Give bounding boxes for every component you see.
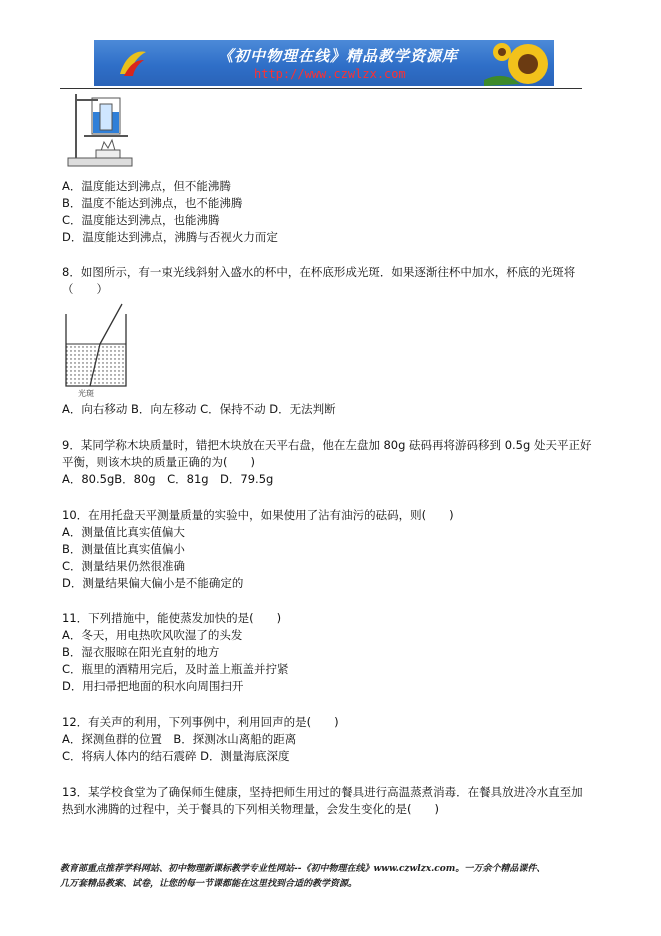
q11-option-b: B．湿衣服晾在阳光直射的地方 — [62, 645, 220, 659]
q11-option-a: A．冬天，用电热吹风吹湿了的头发 — [62, 628, 243, 642]
q13-stem-cont: 热到水沸腾的过程中，关于餐具的下列相关物理量，会发生变化的是( ) — [62, 802, 439, 816]
q11-option-c: C．瓶里的酒精用完后，及时盖上瓶盖并拧紧 — [62, 662, 289, 676]
light-spot-label: 光斑 — [78, 389, 94, 398]
footer-line-1: 教育部重点推荐学科网站、初中物理新课标教学专业性网站--《初中物理在线》www.czwlzx.com。一万余个精品课件、 — [60, 864, 546, 874]
q10-option-a: A．测量值比真实值偏大 — [62, 525, 185, 539]
q8-stem: 8．如图所示，有一束光线斜射入盛水的杯中，在杯底形成光斑．如果逐渐往杯中加水，杯底的光斑将 — [62, 265, 576, 279]
q9-stem-cont: 平衡，则该木块的质量正确的为( ) — [62, 455, 255, 469]
q10-option-c: C．测量结果仍然很准确 — [62, 559, 186, 573]
site-logo-icon — [116, 46, 150, 80]
site-title: 《初中物理在线》精品教学资源库 — [218, 47, 459, 65]
q7-option-b: B．温度不能达到沸点，也不能沸腾 — [62, 196, 243, 210]
q10-option-d: D．测量结果偏大偏小是不能确定的 — [62, 576, 244, 590]
light-cup-figure — [62, 302, 134, 398]
header-banner — [94, 40, 554, 86]
site-url[interactable]: http://www.czwlzx.com — [254, 67, 406, 81]
q8-stem-cont: （ ） — [62, 282, 108, 296]
q7-option-d: D．温度能达到沸点，沸腾与否视火力而定 — [62, 230, 278, 244]
q11-option-d: D．用扫帚把地面的积水向周围扫开 — [62, 679, 244, 693]
q10-stem: 10．在用托盘天平测量质量的实验中，如果使用了沾有油污的砝码，则( ) — [62, 508, 454, 522]
sunflower-icon — [484, 40, 554, 86]
q9-options: A．80.5gB．80g C．81g D．79.5g — [62, 472, 274, 486]
q7-option-a: A．温度能达到沸点，但不能沸腾 — [62, 179, 231, 193]
q7-option-c: C．温度能达到沸点，也能沸腾 — [62, 213, 220, 227]
footer-line-2: 几万套精品教案、试卷，让您的每一节课都能在这里找到合适的教学资源。 — [60, 879, 358, 889]
heating-apparatus-figure — [64, 92, 136, 172]
page-footer — [60, 862, 600, 892]
q10-option-b: B．测量值比真实值偏小 — [62, 542, 185, 556]
q12-options-ab: A．探测鱼群的位置 B．探测冰山离船的距离 — [62, 732, 297, 746]
q12-options-cd: C．将病人体内的结石震碎 D．测量海底深度 — [62, 749, 290, 763]
q13-stem: 13．某学校食堂为了确保师生健康，坚持把师生用过的餐具进行高温蒸煮消毒．在餐具放进冷水直至加 — [62, 785, 583, 799]
q12-stem: 12．有关声的利用，下列事例中，利用回声的是( ) — [62, 715, 339, 729]
q11-stem: 11．下列措施中，能使蒸发加快的是( ) — [62, 611, 282, 625]
q8-options: A．向右移动 B．向左移动 C．保持不动 D．无法判断 — [62, 402, 336, 416]
header-divider — [60, 88, 582, 89]
q9-stem: 9．某同学称木块质量时，错把木块放在天平右盘，他在左盘加 80g 砝码再将游码移到 0.5g 处天平正好 — [62, 438, 592, 452]
